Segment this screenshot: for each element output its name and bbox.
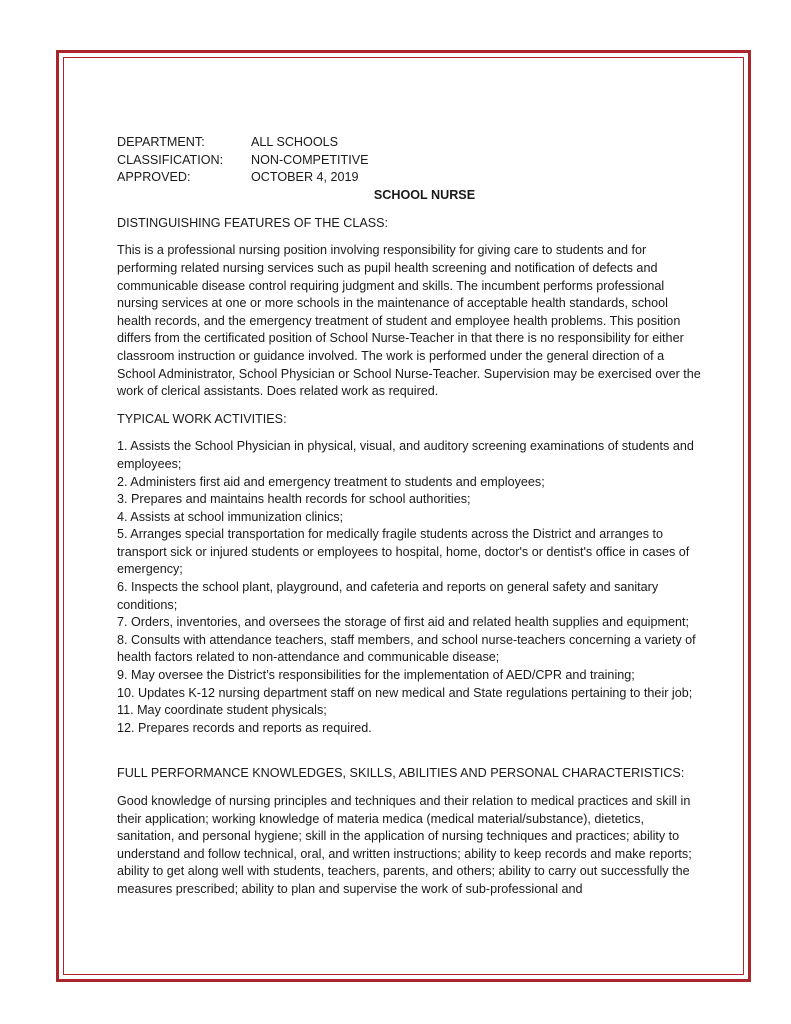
list-item: 2. Administers first aid and emergency treatment to students and employees;	[117, 474, 545, 489]
knowledges-heading: FULL PERFORMANCE KNOWLEDGES, SKILLS, ABILITIES AND PERSONAL CHARACTERISTICS:	[117, 766, 685, 781]
list-item: 11. May coordinate student physicals;	[117, 703, 327, 718]
classification-value: NON-COMPETITIVE	[251, 152, 369, 167]
document-body	[117, 134, 702, 899]
list-item: 8. Consults with attendance teachers, staff members, and school nurse-teachers concerning a variety of health factors related to non-attendance and communicable disease;	[117, 632, 696, 665]
distinguishing-heading: DISTINGUISHING FEATURES OF THE CLASS:	[117, 215, 389, 230]
classification-row	[117, 152, 702, 170]
list-item: 12. Prepares records and reports as required.	[117, 720, 372, 735]
distinguishing-body: This is a professional nursing position involving responsibility for giving care to students and for performing related nursing services such as pupil health screening and notification of defects and communicable disease control requiring judgment and skills. The incumbent performs professional nursing services at one or more schools in the maintenance of acceptable health standards, school health records, and the emergency treatment of student and employee health problems. This position differs from the certificated position of School Nurse-Teacher in that there is no responsibility for either classroom instruction or guidance involved. The work is performed under the general direction of a School Administrator, School Physician or School Nurse-Teacher. Supervision may be exercised over the work of clerical assistants. Does related work as required.	[117, 243, 701, 399]
list-item: 6. Inspects the school plant, playground, and cafeteria and reports on general safety and sanitary conditions;	[117, 580, 659, 612]
list-item: 5. Arranges special transportation for medically fragile students across the District and arranges to transport sick or injured students or employees to hospital, home, doctor's or dentist's office in cases of emergency;	[117, 527, 690, 577]
list-item: 10. Updates K-12 nursing department staff on new medical and State regulations pertaining to their job;	[117, 685, 693, 700]
classification-label: CLASSIFICATION:	[117, 152, 224, 167]
knowledges-body: Good knowledge of nursing principles and techniques and their relation to medical practices and skill in their application; working knowledge of materia medica (medical material/substance), dietetics, sanitation, and personal hygiene; skill in the application of nursing techniques and practices; ability to understand and follow technical, oral, and written instructions; ability to keep records and make reports; ability to get along well with students, teachers, parents, and others; ability to carry out successfully the measures prescribed; ability to plan and supervise the work of sub-professional and	[117, 794, 692, 896]
department-row	[117, 134, 702, 152]
activities-heading: TYPICAL WORK ACTIVITIES:	[117, 411, 287, 426]
activities-list	[117, 438, 702, 737]
approved-row	[117, 169, 702, 187]
approved-value: OCTOBER 4, 2019	[251, 170, 359, 185]
list-item: 1. Assists the School Physician in physical, visual, and auditory screening examinations of students and employees;	[117, 439, 694, 471]
department-label: DEPARTMENT:	[117, 135, 205, 149]
list-item: 4. Assists at school immunization clinics;	[117, 509, 344, 524]
list-item: 9. May oversee the District’s responsibilities for the implementation of AED/CPR and training;	[117, 668, 635, 683]
document-title: SCHOOL NURSE	[373, 187, 476, 202]
list-item: 7. Orders, inventories, and oversees the storage of first aid and related health supplies and equipment;	[117, 615, 689, 630]
department-value: ALL SCHOOLS	[251, 135, 339, 149]
list-item: 3. Prepares and maintains health records for school authorities;	[117, 492, 471, 507]
approved-label: APPROVED:	[117, 170, 191, 185]
